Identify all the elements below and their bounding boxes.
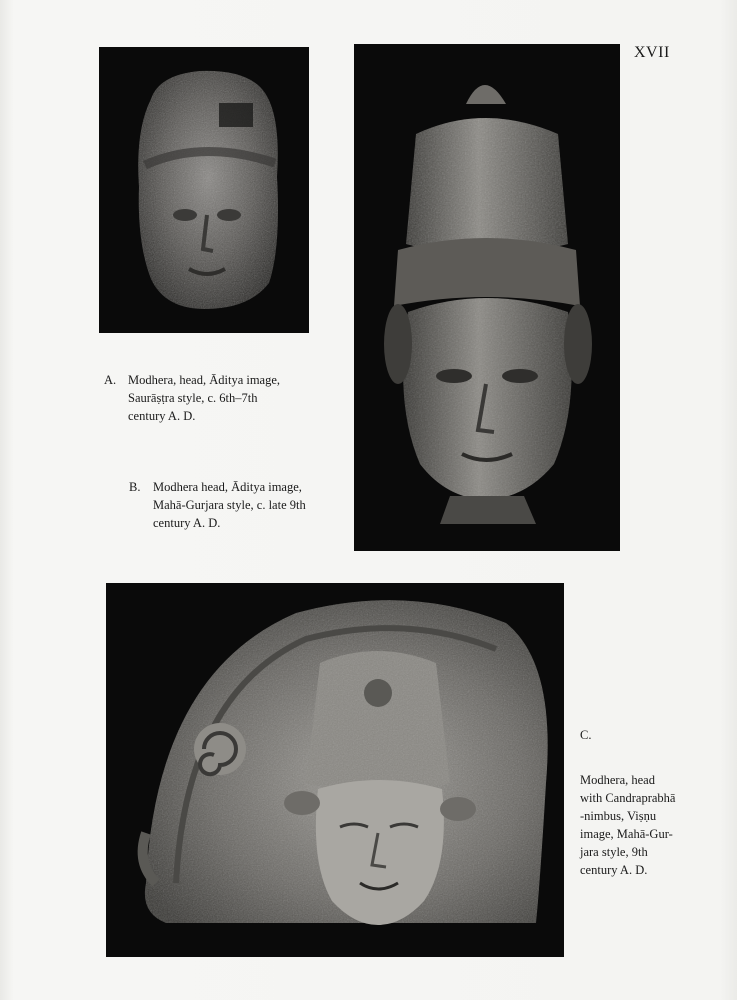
caption-c-letter: C. <box>580 728 592 742</box>
caption-c <box>580 708 710 879</box>
caption-c-text: Modhera, head with Candraprabhā -nimbus, Viṣṇu image, Mahā-Gur- jara style, 9th century A. D. <box>580 773 676 877</box>
caption-b-text: Modhera head, Āditya image, Mahā-Gurjara style, c. late 9th century A. D. <box>153 480 306 530</box>
caption-a-letter: A. <box>104 373 117 387</box>
caption-b <box>129 460 349 550</box>
caption-a-text: Modhera, head, Āditya image, Saurāṣṭra style, c. 6th–7th century A. D. <box>128 373 281 423</box>
caption-a <box>104 353 334 443</box>
plate-number: XVII <box>634 44 670 61</box>
caption-b-letter: B. <box>129 480 141 494</box>
photo-c-vishnu-head-nimbus <box>106 583 564 957</box>
photo-a-aditya-head <box>99 47 309 333</box>
photo-b-aditya-crowned-head <box>354 44 620 551</box>
